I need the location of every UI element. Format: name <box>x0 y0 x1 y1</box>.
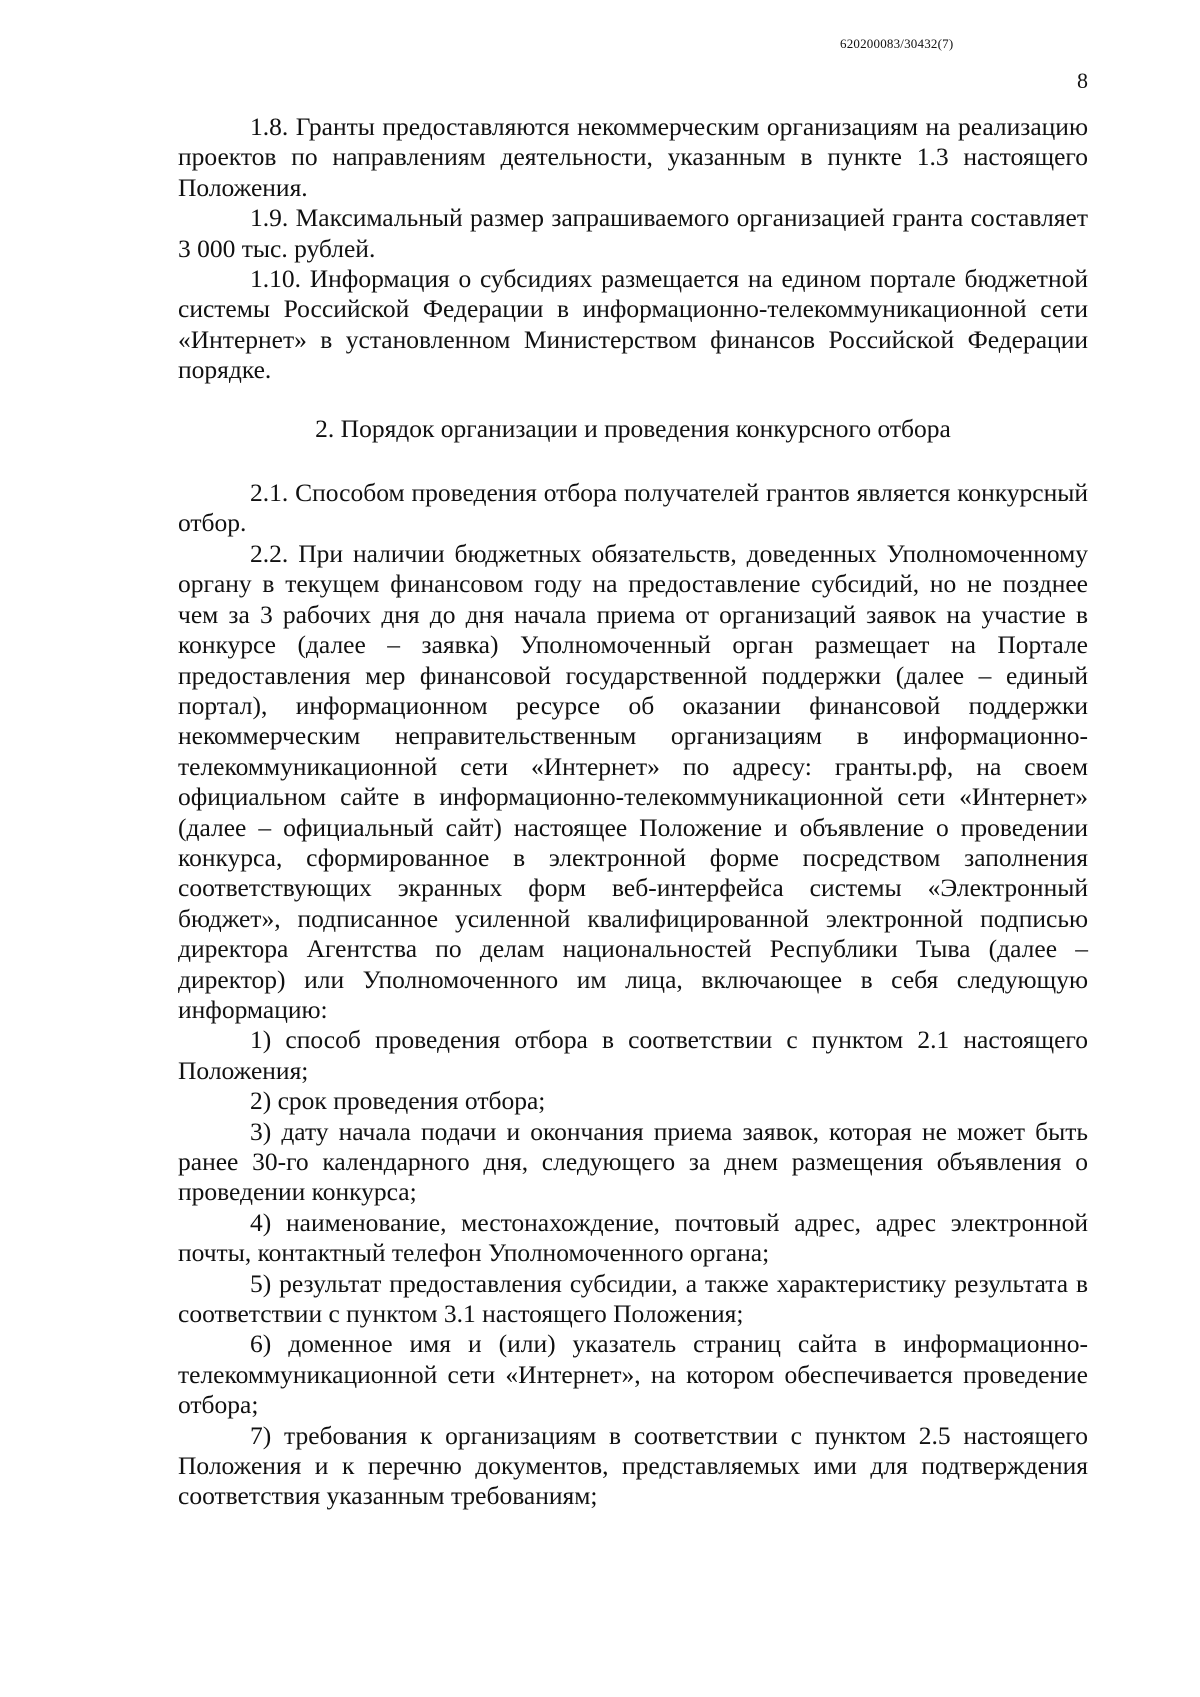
document-code: 620200083/30432(7) <box>840 36 954 51</box>
document-body <box>178 112 1088 1512</box>
list-item-5: 5) результат предоставления субсидии, а также характеристику результата в соответствии с пунктом 3.1 настоящего Положения; <box>178 1268 1088 1329</box>
paragraph-2-2: 2.2. При наличии бюджетных обязательств, доведенных Уполномоченному органу в текущем финансовом году на предоставление субсидий, но не позднее чем за 3 рабочих дня до дня начала приема от организаций заявок на участие в конкурсе (далее – заявка) Уполномоченный орган размещает на Портале предоставления мер финансовой государственной поддержки (далее – единый портал), информационном ресурсе об оказании финансовой поддержки некоммерческим неправительственным организациям в информационно-телекоммуникационной сети «Интернет» по адресу: гранты.рф, на своем официальном сайте в информационно-телекоммуникационной сети «Интернет» (далее – официальный сайт) настоящее Положение и объявление о проведении конкурса, сформированное в электронной форме посредством заполнения соответствующих экранных форм веб-интерфейса системы «Электронный бюджет», подписанное усиленной квалифицированной электронной подписью директора Агентства по делам национальностей Республики Тыва (далее – директор) или Уполномоченного им лица, включающее в себя следующую информацию: <box>178 538 1088 1024</box>
list-item-4: 4) наименование, местонахождение, почтовый адрес, адрес электронной почты, контактный телефон Уполномоченного органа; <box>178 1207 1088 1268</box>
list-item-6: 6) доменное имя и (или) указатель страниц сайта в информационно-телекоммуникационной сети «Интернет», на котором обеспечивается проведение отбора; <box>178 1329 1088 1420</box>
list-item-2: 2) срок проведения отбора; <box>250 1086 546 1116</box>
paragraph-2-1: 2.1. Способом проведения отбора получателей грантов является конкурсный отбор. <box>178 478 1088 538</box>
list-item-3: 3) дату начала подачи и окончания приема заявок, которая не может быть ранее 30-го календарного дня, следующего за днем размещения объявления о проведении конкурса; <box>178 1116 1088 1207</box>
section-title: 2. Порядок организации и проведения конкурсного отбора <box>315 413 951 443</box>
paragraph-1-9: 1.9. Максимальный размер запрашиваемого организацией гранта составляет 3 000 тыс. рублей. <box>178 203 1088 263</box>
list-item-1: 1) способ проведения отбора в соответствии с пунктом 2.1 настоящего Положения; <box>178 1025 1088 1085</box>
paragraph-1-10: 1.10. Информация о субсидиях размещается на едином портале бюджетной системы Российской Федерации в информационно-телекоммуникационной сети «Интернет» в установленном Министерством финансов Российской Федерации порядке. <box>178 264 1088 385</box>
page-number: 8 <box>1077 68 1088 93</box>
list-item-7: 7) требования к организациям в соответствии с пунктом 2.5 настоящего Положения и к перечню документов, представляемых ими для подтверждения соответствия указанным требованиям; <box>178 1420 1088 1511</box>
paragraph-1-8: 1.8. Гранты предоставляются некоммерческим организациям на реализацию проектов по направлениям деятельности, указанным в пункте 1.3 настоящего Положения. <box>178 112 1088 202</box>
